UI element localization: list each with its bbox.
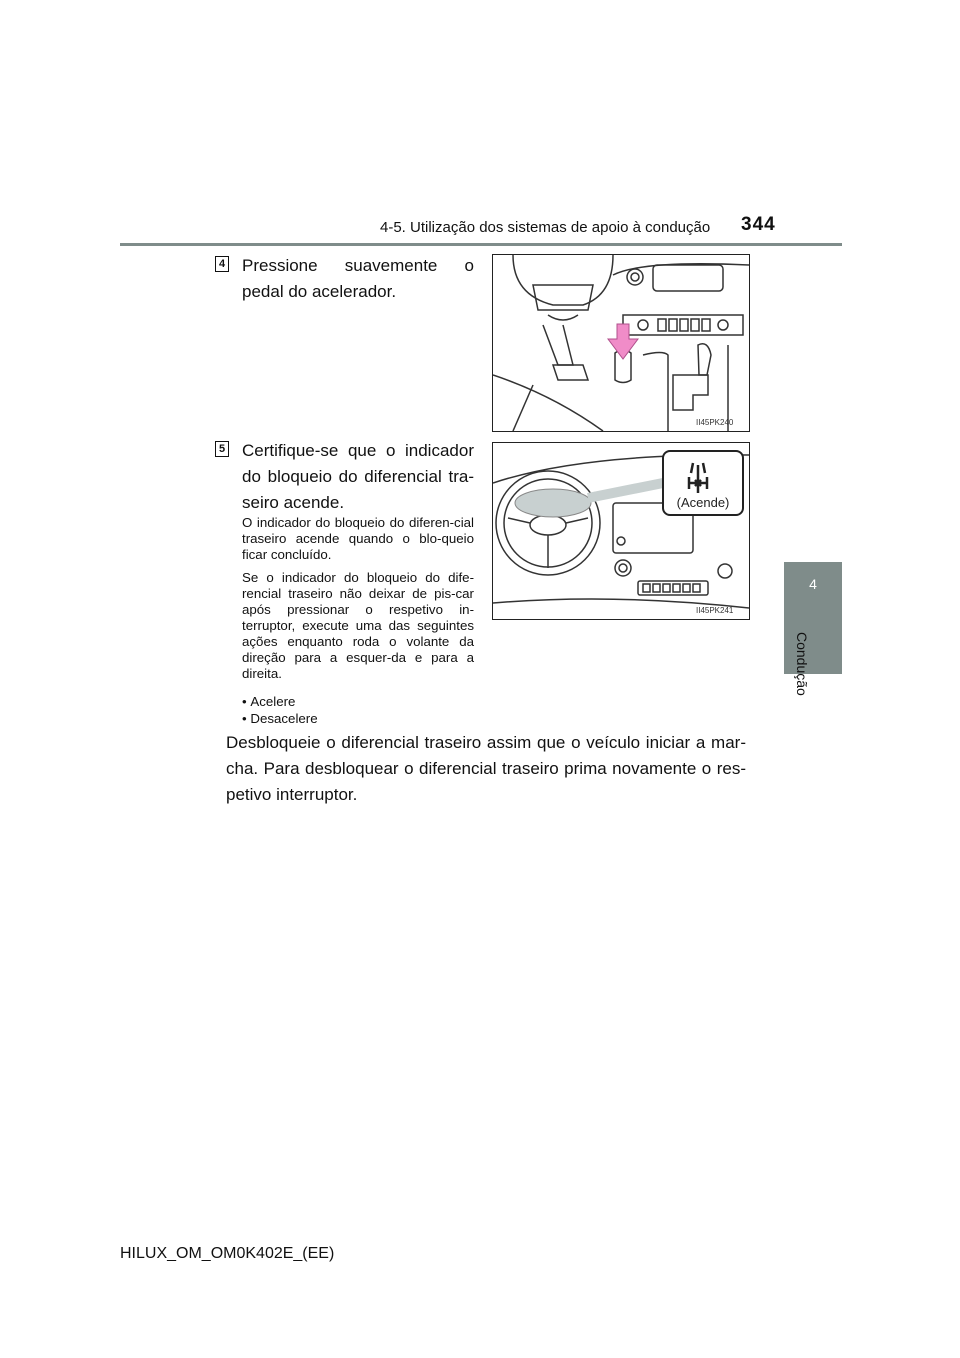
chapter-number: 4 — [809, 576, 817, 592]
figure-code-240: II45PK240 — [696, 418, 734, 427]
page-number: 344 — [741, 214, 776, 235]
action-list — [242, 693, 318, 727]
accelerator-illustration — [493, 255, 749, 431]
section-title: 4-5. Utilização dos sistemas de apoio à condução — [380, 219, 711, 236]
step-5-note-2: Se o indicador do bloqueio do dife-rencial traseiro não deixar de pis-car após pressionar o respetivo in-terruptor, execute uma das seguintes ações enquanto roda o volante da direção para a esquer-da e para a direita. — [242, 570, 474, 681]
step-5-note-1: O indicador do bloqueio do diferen-cial traseiro acende quando o blo-queio ficar concluído. — [242, 515, 474, 562]
header-divider — [120, 243, 842, 246]
list-item: • Acelere — [242, 693, 318, 710]
closing-paragraph: Desbloqueie o diferencial traseiro assim que o veículo iniciar a mar-cha. Para desbloquear o diferencial traseiro prima novamente o res-petivo interruptor. — [226, 733, 746, 804]
step-number-5: 5 — [215, 441, 229, 457]
step-number-4: 4 — [215, 256, 229, 272]
figure-dashboard-indicator — [492, 442, 750, 620]
figure-accelerator-pedal — [492, 254, 750, 432]
callout-label: (Acende) — [676, 495, 730, 510]
chapter-label: Condução — [794, 632, 810, 696]
step-4-text: Pressione suavemente o pedal do acelerador. — [242, 256, 474, 301]
list-item: • Desacelere — [242, 710, 318, 727]
figure-code-241: II45PK241 — [696, 606, 734, 615]
document-code: HILUX_OM_OM0K402E_(EE) — [120, 1245, 335, 1262]
step-5-text: Certifique-se que o indicador do bloqueio do diferencial tra-seiro acende. — [242, 441, 474, 512]
dashboard-illustration — [493, 443, 749, 619]
chapter-tab[interactable] — [784, 562, 842, 674]
